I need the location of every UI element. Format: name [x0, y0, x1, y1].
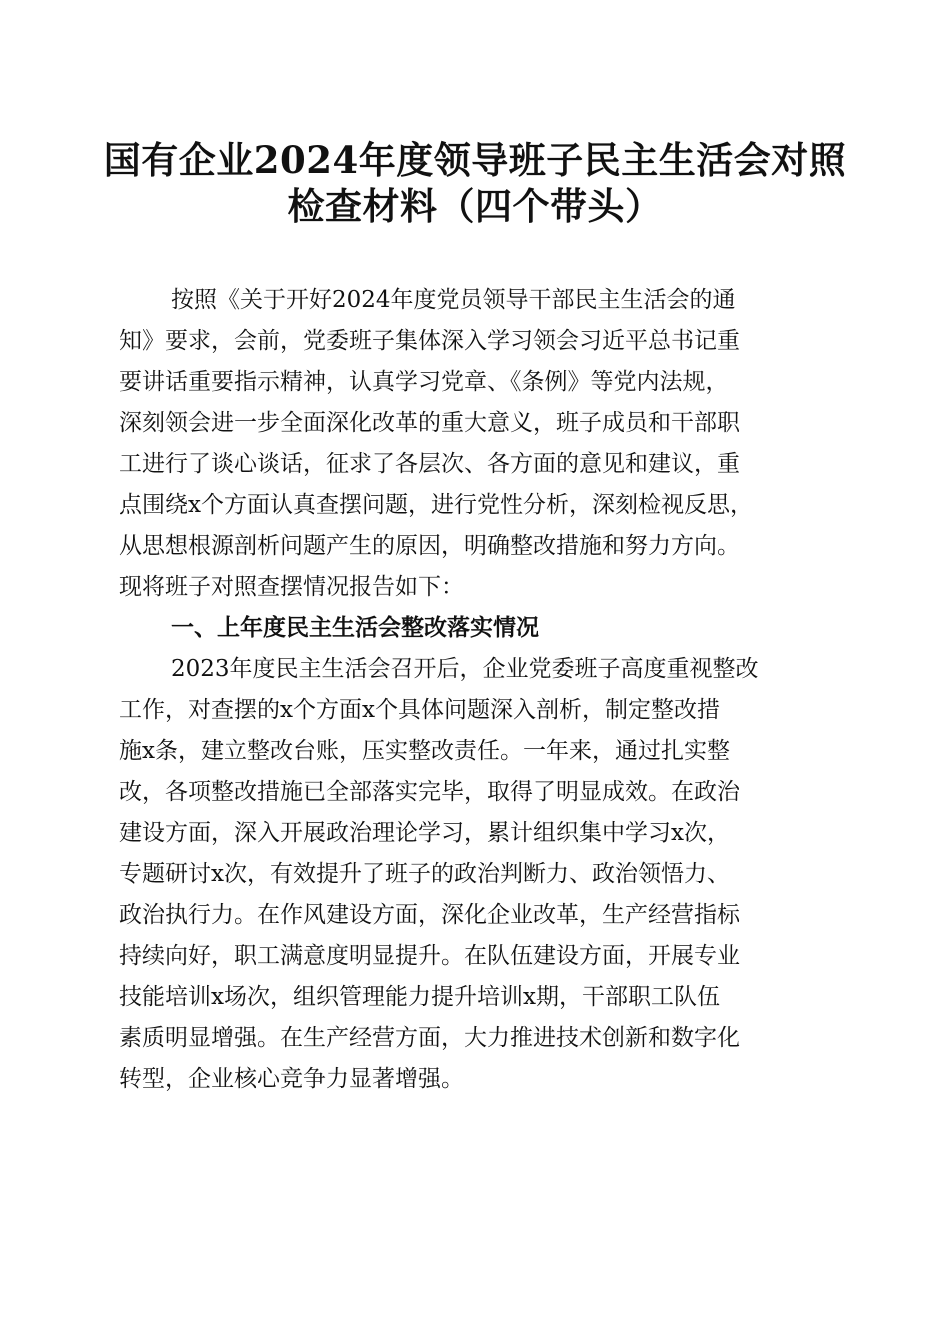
section-line: 施x条，建立整改台账，压实整改责任。一年来，通过扎实整: [119, 738, 730, 764]
intro-line: 深刻领会进一步全面深化改革的重大意义，班子成员和干部职: [119, 410, 740, 436]
intro-line: 从思想根源剖析问题产生的原因，明确整改措施和努力方向。: [119, 533, 740, 559]
document-title-line-2: 检查材料（四个带头）: [287, 184, 663, 228]
section-line: 2023年度民主生活会召开后，企业党委班子高度重视整改: [171, 656, 759, 682]
section-line: 素质明显增强。在生产经营方面，大力推进技术创新和数字化: [119, 1025, 740, 1051]
intro-line: 现将班子对照查摆情况报告如下：: [119, 574, 464, 600]
intro-line: 按照《关于开好2024年度党员领导干部民主生活会的通: [171, 287, 736, 313]
section-heading: 一、上年度民主生活会整改落实情况: [171, 615, 539, 641]
section-line: 改，各项整改措施已全部落实完毕，取得了明显成效。在政治: [119, 779, 740, 805]
section-line: 持续向好，职工满意度明显提升。在队伍建设方面，开展专业: [119, 943, 740, 969]
intro-line: 要讲话重要指示精神，认真学习党章、《条例》等党内法规，: [119, 369, 729, 395]
section-line: 转型，企业核心竞争力显著增强。: [119, 1066, 464, 1092]
section-line: 建设方面，深入开展政治理论学习，累计组织集中学习x次，: [119, 820, 730, 846]
section-line: 专题研讨x次，有效提升了班子的政治判断力、政治领悟力、: [119, 861, 730, 887]
section-line: 工作，对查摆的x个方面x个具体问题深入剖析，制定整改措: [119, 697, 720, 723]
section-line: 政治执行力。在作风建设方面，深化企业改革，生产经营指标: [119, 902, 740, 928]
intro-line: 点围绕x个方面认真查摆问题，进行党性分析，深刻检视反思，: [119, 492, 753, 518]
intro-line: 知》要求，会前，党委班子集体深入学习领会习近平总书记重: [119, 328, 740, 354]
section-line: 技能培训x场次，组织管理能力提升培训x期，干部职工队伍: [119, 984, 720, 1010]
intro-line: 工进行了谈心谈话，征求了各层次、各方面的意见和建议，重: [119, 451, 740, 477]
document-title-line-1: 国有企业2024年度领导班子民主生活会对照: [103, 138, 847, 182]
